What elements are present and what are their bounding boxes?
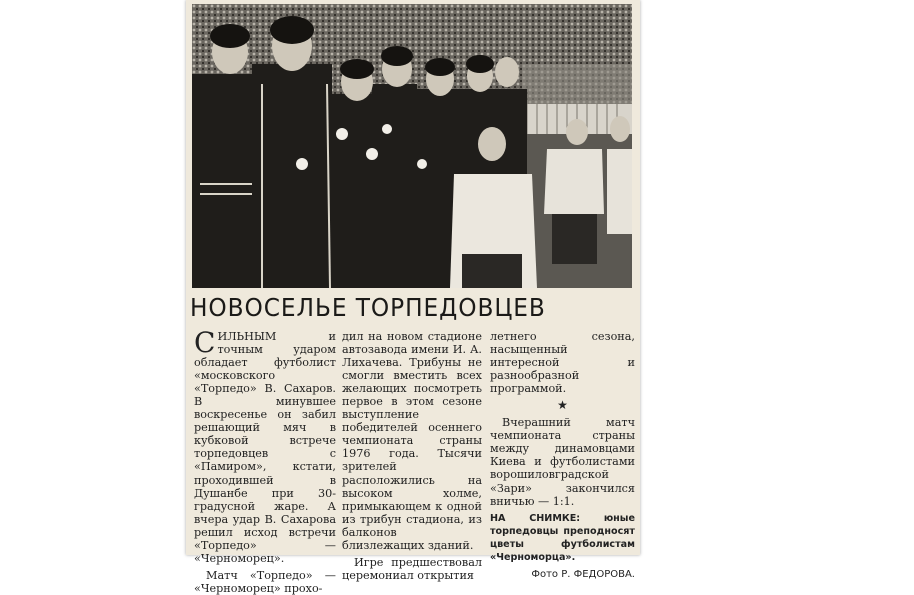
article-column-2 [342, 330, 482, 582]
article-paragraph: Матч «Торпедо» — «Черноморец» прохо- [194, 568, 336, 595]
news-photo [192, 4, 632, 288]
photo-credit: Фото Р. ФЕДОРОВА. [531, 568, 635, 580]
article-paragraph: дил на новом стадионе автозавода имени И. А. Лихачева. Трибуны не смогли вместить всех желающих посмотреть первое в этом сезоне выступление победителей осеннего чемпионата страны 1976 года. Тысячи зрителей расположились на высоком холме, примыкающем к одной из трибун стадиона, из балконов близлежащих зданий. [342, 330, 482, 552]
headline: НОВОСЕЛЬЕ ТОРПЕДОВЦЕВ [190, 293, 546, 322]
article-column-1 [194, 326, 336, 595]
star-separator-icon: ★ [557, 398, 568, 413]
article-paragraph: Вчерашний матч чемпионата страны между динамовцами Киева и футболистами ворошиловградской «Зари» закончился вничью — 1:1. [490, 416, 635, 508]
photo-caption: НА СНИМКЕ: юные торпедовцы преподносят цветы футболистам «Черноморца». [490, 512, 635, 563]
article-column-3 [490, 330, 635, 581]
article-paragraph: Игре предшествовал церемониал открытия [342, 555, 482, 582]
photo-illustration [192, 4, 632, 288]
article-paragraph: летнего сезона, насыщенный интересной и разнообразной программой. [490, 330, 635, 396]
article-paragraph: СИЛЬНЫМ и точным ударом обладает футболист «московского «Торпедо» В. Сахаров. В минувшее воскресенье он забил решающий мяч в кубковой встрече торпедовцев с «Памиром», кстати, проходившей в Душанбе при 30-градусной жаре. А вчера удар В. Сахарова решил исход встречи «Торпедо» — «Черноморец». [194, 326, 336, 565]
newspaper-clipping [186, 0, 640, 595]
drop-cap: С [194, 326, 216, 359]
